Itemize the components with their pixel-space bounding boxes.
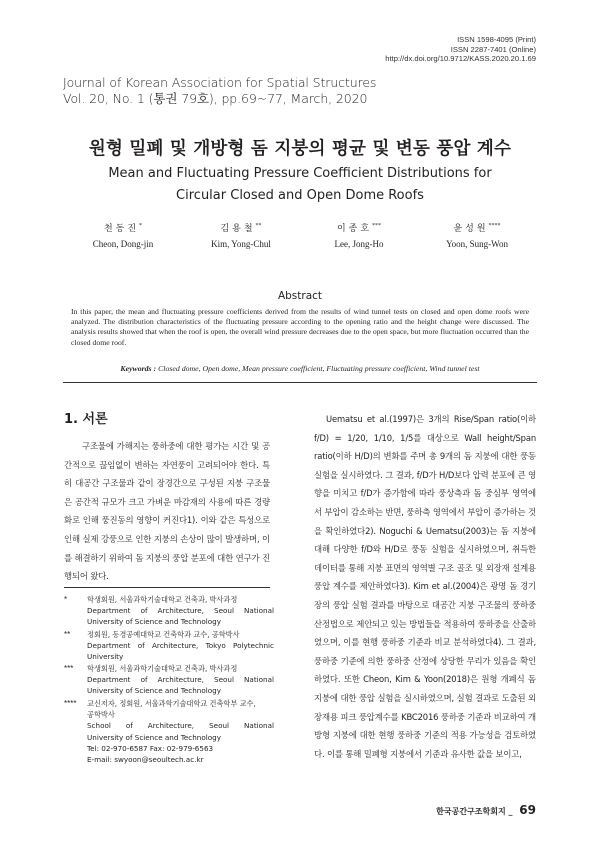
footnote-line: 공학박사 [87,710,115,720]
footnote-line: Department of Architecture, Tokyo Polytechnic [87,641,274,651]
title-korean: 원형 밀폐 및 개방형 돔 지붕의 평균 및 변동 풍압 계수 [88,139,512,159]
footnote-mark: ** [64,630,71,639]
author-korean-name: 천동진 [103,223,140,233]
author-english-name: Yoon, Sung-Won [446,239,508,249]
issn-block [286,35,536,64]
footnote-line: Department of Architecture, Seoul National [87,606,274,616]
abstract-heading: Abstract [277,290,323,302]
intro-paragraph-right: Uematsu et al.(1997)은 3개의 Rise/Span ratio(이하 f/D) = 1/20, 1/10, 1/5를 대상으로 Wall height/Span ratio(이하 H/D)의 변화를 주며 총 9개의 돔 지붕에 대한 풍동 실험을 실시하였다. 그 결과, f/D가 H/D보다 압력 분포에 큰 영향을 미치고 f/D가 증가함에 따라 풍상측과 돔 중심부 영역에서 부압이 감소하는 반면, 풍하측 영역에서 부압이 증가하는 것을 확인하였다2). Noguchi & Uematsu(2003)는 돔 지붕에 대해 다양한 f/D와 H/D로 풍동 실험을 실시하였으며, 취득한 데이터를 통해 지붕 표면의 영역별 구조 골조 및 외장재 설계용 풍압 계수를 제안하였다3). Kim et al.(2004)은 광명 돔 경기장의 풍압 실험 결과를 바탕으로 대공간 지붕 구조물의 풍하중 산정법으로 제안되고 있는 방법들을 적용하여 풍하중을 산출하였으며, 이를 현행 풍하중 기준과 비교 분석하였다4). 그 결과, 풍하중 기준에 의한 풍하중 산정에 상당한 무리가 있음을 확인하였다. 또한 Cheon, Kim & Yoon(2018)은 원형 개폐식 돔 지붕에 대한 풍압 실험을 실시하였으며, 실험 결과로 도출된 외장재용 피크 풍압계수를 KBC2016 풍하중 기준과 비교하여 개방형 지붕에 대한 현행 풍하중 기준의 적용 가능성을 검토하였다. 이를 통해 밀폐형 지붕에서 기준과 유사한 값을 보이고, [314,414,536,759]
issn-online: ISSN 2287-7401 (Online) [450,44,536,54]
footnote-mark: *** [64,664,74,673]
volume-line: Vol. 20, No. 1 (통권 79호), pp.69~77, March, 2020 [63,91,368,106]
abstract-text: In this paper, the mean and fluctuating pressure coefficients derived from the results of wind tunnel tests on closed and open dome roofs were analyzed. The distribution characteristics of the fluctuating pressure according to the opening ratio and the height change were discussed. The analysis results showed that when the roof is open, the overall wind pressure decreases due to the open space, but more fluctuation occurred than the closed dome roof. [71,307,529,347]
footnote-3 [64,663,274,697]
abstract-divider [63,382,537,383]
page-footer [436,803,536,817]
author-3 [299,218,419,252]
footnote-line: University of Science and Technology [87,732,221,742]
footnote-line: University of Science and Technology [87,617,221,627]
journal-name: Journal of Korean Association for Spatial Structures [63,75,377,90]
footnote-line: Tel: 02-970-6587 Fax: 02-979-6563 [87,743,214,753]
journal-header [63,75,376,107]
title-english-line1: Mean and Fluctuating Pressure Coefficient Distributions for [108,166,492,181]
footnote-line: School of Architecture, Seoul National [87,721,274,731]
author-english-name: Kim, Yong-Chul [211,239,271,249]
footnote-line: 학생회원, 서울과학기술대학교 건축과, 박사과정 [87,595,238,604]
author-korean-name: 윤성원 [453,223,489,233]
author-4 [417,218,537,252]
footnote-2 [64,629,274,663]
author-mark: *** [372,223,382,229]
footnote-mark: * [64,595,68,604]
footnote-email[interactable]: E-mail: swyoon@seoultech.ac.kr [87,755,204,765]
author-mark: ** [255,223,262,229]
author-mark: * [139,223,143,229]
intro-paragraph-left: 구조물에 가해지는 풍하중에 대한 평가는 시간 및 공간적으로 끊임없이 변하는 자연풍이 고려되어야 한다. 특히 대공간 구조물과 같이 장경간으로 구성된 지붕 구조물은 공간적 규모가 크고 가벼운 마감재의 사용에 따른 경량화로 인해 풍진동의 영향이 커진다1). 이와 같은 특성으로 인해 실제 강풍으로 인한 지붕의 손상이 많이 발생하며, 이를 해결하기 위하여 돔 지붕의 풍압 분포에 대한 연구가 진행되어 왔다. [64,441,270,582]
author-1 [63,218,183,252]
title-english-line2: Circular Closed and Open Dome Roofs [176,188,424,203]
keywords [0,364,600,373]
footnote-line: Department of Architecture, Seoul National [87,675,274,685]
footer-journal-name: 한국공간구조학회지 [436,807,506,816]
author-list [63,218,543,248]
author-english-name: Cheon, Dong-jin [92,239,154,249]
author-english-name: Lee, Jong-Ho [334,239,384,249]
doi-link[interactable]: http://dx.doi.org/10.9712/KASS.2020.20.1.69 [385,54,536,64]
footnote-mark: **** [64,699,77,708]
footer-separator: _ [508,807,513,816]
author-mark: **** [488,223,501,229]
author-korean-name: 김용철 [220,223,256,233]
footnote-divider [64,587,270,588]
footnote-line: University [87,652,124,662]
author-2 [181,218,301,252]
keywords-list: Closed dome, Open dome, Mean pressure coefficient, Fluctuating pressure coefficient, Wind tunnel test [158,364,480,373]
footnote-line: 학생회원, 서울과학기술대학교 건축과, 박사과정 [87,664,238,673]
title-english [0,163,600,207]
author-korean-name: 이종호 [336,223,373,233]
issn-print: ISSN 1598-4095 (Print) [457,35,536,44]
page-number: 69 [519,803,536,817]
footnote-line: University of Science and Technology [87,686,221,696]
section-title: 1. 서론 [64,412,108,427]
footnote-1 [64,594,274,628]
footnote-line: 교신저자, 정회원, 서울과학기술대학교 건축학부 교수, [87,699,256,708]
footnote-line: 정회원, 동경공예대학교 건축학과 교수, 공학박사 [87,630,240,639]
keywords-label: Keywords : [120,364,157,373]
footnote-4 [64,698,274,765]
